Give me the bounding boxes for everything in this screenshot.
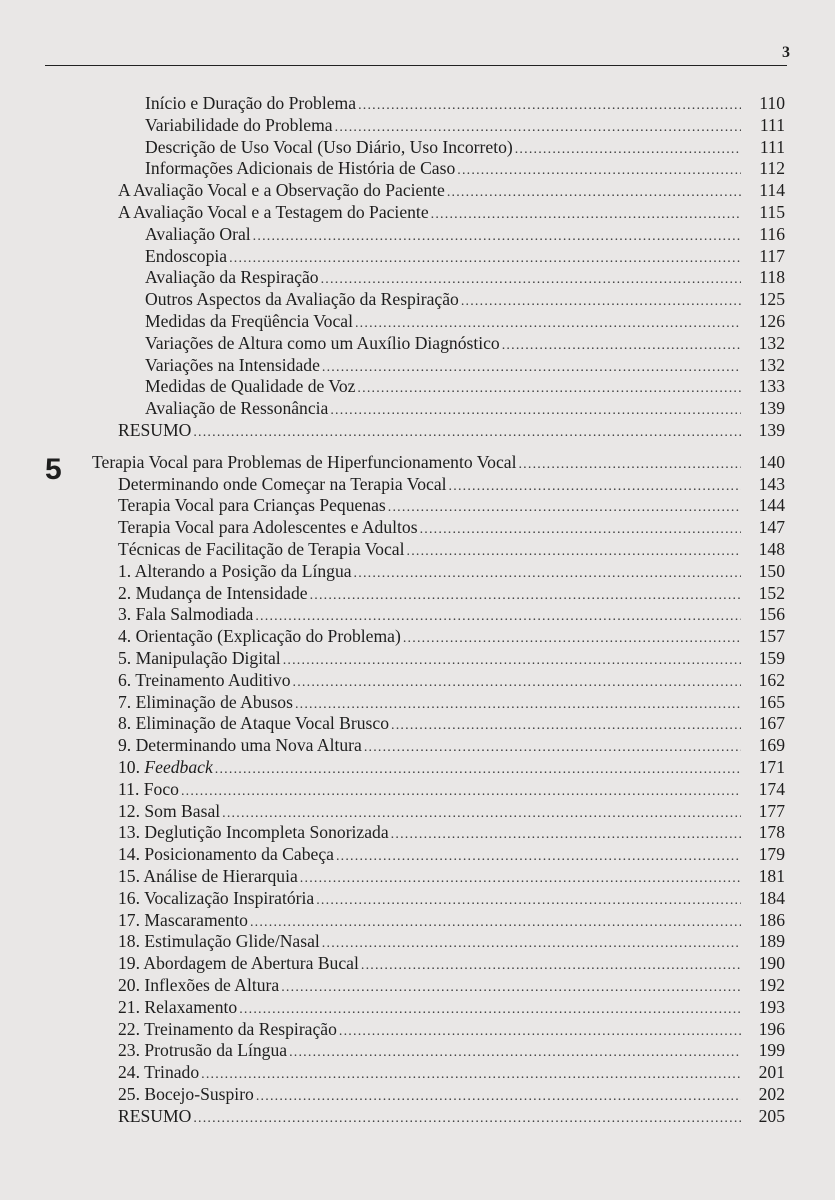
toc-entry <box>118 712 785 734</box>
toc-entry-page: 147 <box>758 517 785 538</box>
toc-entry <box>118 952 785 974</box>
toc-entry-page: 205 <box>758 1105 785 1126</box>
toc-entry <box>118 1061 785 1083</box>
toc-entry-title: 11. Foco <box>118 778 179 799</box>
toc-entry <box>118 1105 785 1127</box>
toc-entry-page: 196 <box>758 1018 785 1039</box>
toc-entry-page: 133 <box>758 376 785 397</box>
toc-entry <box>118 1018 785 1040</box>
toc-entry-title: 2. Mudança de Intensidade <box>118 582 308 603</box>
toc-entry-page: 162 <box>758 669 785 690</box>
toc-entry <box>118 800 785 822</box>
toc-entry <box>118 647 785 669</box>
toc-entry-title: 1. Alterando a Posição da Língua <box>118 560 352 581</box>
toc-entry-page: 132 <box>758 332 785 353</box>
toc-entry-title: Terapia Vocal para Crianças Pequenas <box>118 495 386 516</box>
toc-entry <box>118 603 785 625</box>
toc-entry <box>145 310 785 332</box>
toc-entry-title: Medidas da Freqüência Vocal <box>145 311 353 331</box>
toc-entry-page: 111 <box>759 114 785 135</box>
toc-entry <box>118 996 785 1018</box>
toc-entry-page: 114 <box>759 180 785 201</box>
header-rule <box>45 65 787 66</box>
toc-entry-page: 148 <box>758 539 785 559</box>
toc-entry-page: 190 <box>758 953 785 974</box>
toc-entry <box>118 1039 785 1061</box>
toc-entry-title: Endoscopia <box>145 245 228 266</box>
toc-entry-title: Descrição de Uso Vocal (Uso Diário, Uso Incorreto) <box>145 136 513 157</box>
toc-entry-title: Variações na Intensidade <box>145 354 320 375</box>
toc-entry-title: 23. Protrusão da Língua <box>118 1040 288 1061</box>
toc-entry <box>118 473 785 495</box>
toc-entry-page: 115 <box>759 202 785 222</box>
toc-entry-title: RESUMO <box>118 420 192 440</box>
toc-entry-page: 110 <box>759 93 785 113</box>
toc-entry-title: 5. Manipulação Digital <box>118 648 281 668</box>
toc-entry-page: 118 <box>759 267 785 288</box>
toc-entry-page: 112 <box>759 158 785 179</box>
toc-entry <box>118 582 785 604</box>
toc-entry <box>145 223 785 245</box>
toc-entry <box>145 288 785 310</box>
toc-entry <box>118 538 785 560</box>
toc-entry-page: 159 <box>758 648 785 668</box>
toc-entry <box>118 843 785 865</box>
toc-entry-page: 152 <box>758 582 785 603</box>
toc-entry <box>118 821 785 843</box>
toc-entry-page: 202 <box>758 1084 785 1104</box>
toc-entry-page: 165 <box>758 691 785 712</box>
toc-entry <box>145 354 785 376</box>
toc-entry <box>118 1083 785 1105</box>
toc-entry-page: 201 <box>758 1062 785 1083</box>
toc-entry-title: Medidas de Qualidade de Voz <box>145 376 356 397</box>
toc-entry-title: Variabilidade do Problema <box>145 114 333 135</box>
toc-entry-page: 126 <box>758 311 785 331</box>
toc-entry-page: 132 <box>758 354 785 375</box>
toc-entry <box>145 375 785 397</box>
toc-entry-page: 184 <box>758 887 785 908</box>
toc-entry-page: 144 <box>758 495 785 516</box>
toc-entry <box>145 245 785 267</box>
toc-entry-title: Avaliação Oral <box>145 223 251 244</box>
toc-entry-title: Avaliação de Ressonância <box>145 398 329 419</box>
toc-entry-page: 156 <box>758 604 785 625</box>
page-number: 3 <box>782 44 790 61</box>
toc-entry-title: 13. Deglutição Incompleta Sonorizada <box>118 822 389 843</box>
toc-entry-title: 19. Abordagem de Abertura Bucal <box>118 953 359 974</box>
toc-entry <box>145 397 785 419</box>
toc-entry-title: 8. Eliminação de Ataque Vocal Brusco <box>118 713 390 734</box>
toc-entry-title: 21. Relaxamento <box>118 996 238 1017</box>
toc-entry-title: 20. Inflexões de Altura <box>118 975 280 995</box>
toc-entry-title: 4. Orientação (Explicação do Problema) <box>118 626 401 647</box>
toc-entry <box>118 691 785 713</box>
toc-entry-title: 7. Eliminação de Abusos <box>118 691 293 712</box>
toc-entry <box>118 625 785 647</box>
toc-entry <box>145 266 785 288</box>
toc-entry-title: RESUMO <box>118 1105 192 1126</box>
toc-entry <box>118 778 785 800</box>
toc-entry <box>118 909 785 931</box>
toc-entry-title: 22. Treinamento da Respiração <box>118 1018 337 1039</box>
toc-entry <box>145 157 785 179</box>
toc-entry <box>118 756 785 778</box>
toc-entry-title: A Avaliação Vocal e a Observação do Paciente <box>118 180 445 201</box>
toc-entry <box>118 734 785 756</box>
toc-entry-page: 143 <box>758 473 785 494</box>
toc-entry-page: 192 <box>758 975 785 995</box>
toc-entry-page: 139 <box>758 420 785 440</box>
toc-entry-page: 186 <box>758 909 785 930</box>
toc-entry-page: 189 <box>758 931 785 952</box>
toc-entry <box>145 136 785 158</box>
toc-entry-title: 10. Feedback <box>118 757 213 777</box>
toc-entry-page: 157 <box>758 626 785 647</box>
toc-entry <box>118 865 785 887</box>
toc-entry <box>118 494 785 516</box>
toc-entry-title: 16. Vocalização Inspiratória <box>118 887 315 908</box>
toc-entry <box>118 201 785 223</box>
toc-entry-title: 18. Estimulação Glide/Nasal <box>118 931 320 952</box>
toc-entry-page: 117 <box>759 245 785 266</box>
toc-entry-page: 139 <box>758 398 785 419</box>
toc-entry <box>118 516 785 538</box>
toc-entry-page: 111 <box>759 136 785 157</box>
toc-entry <box>92 451 785 473</box>
toc-entry-title: Determinando onde Começar na Terapia Vocal <box>118 473 447 494</box>
toc-entry-title: 3. Fala Salmodiada <box>118 604 254 625</box>
toc-entry-title: Outros Aspectos da Avaliação da Respiração <box>145 289 459 310</box>
toc-entry-page: 177 <box>758 800 785 821</box>
toc-entry-title: Informações Adicionais de História de Caso <box>145 158 456 179</box>
toc-entry-page: 171 <box>758 757 785 777</box>
toc-entry-title: 24. Trinado <box>118 1062 200 1083</box>
toc-entry <box>145 92 785 114</box>
toc-entry <box>118 669 785 691</box>
toc-entry-title: 25. Bocejo-Suspiro <box>118 1084 254 1104</box>
toc-entry-title: 15. Análise de Hierarquia <box>118 866 298 886</box>
toc-entry-page: 150 <box>758 560 785 581</box>
toc-entry-page: 179 <box>758 844 785 865</box>
toc-entry-page: 125 <box>758 289 785 310</box>
toc-entry-title: 14. Posicionamento da Cabeça <box>118 844 334 865</box>
toc-entry-title: A Avaliação Vocal e a Testagem do Paciente <box>118 202 429 222</box>
toc-entry-title: Técnicas de Facilitação de Terapia Vocal <box>118 539 405 559</box>
toc-entry-title: Início e Duração do Problema <box>145 93 357 113</box>
toc-entry-title: Avaliação da Respiração <box>145 267 319 288</box>
toc-entry <box>145 332 785 354</box>
toc-entry-page: 193 <box>758 996 785 1017</box>
dot-leader <box>193 1108 741 1130</box>
toc-entry <box>118 560 785 582</box>
toc-entry-title: 6. Treinamento Auditivo <box>118 669 291 690</box>
toc-entry-page: 174 <box>758 778 785 799</box>
toc-entry-page: 199 <box>758 1040 785 1061</box>
toc-entry-page: 181 <box>758 866 785 886</box>
toc-entry <box>118 974 785 996</box>
toc-entry-page: 178 <box>758 822 785 843</box>
toc-entry-title: 17. Mascaramento <box>118 909 248 930</box>
toc-entry-page: 169 <box>758 735 785 756</box>
toc-entry <box>145 114 785 136</box>
toc-entry-page: 140 <box>758 451 785 472</box>
table-of-contents <box>0 92 835 1192</box>
toc-entry <box>118 887 785 909</box>
dot-leader <box>193 422 741 444</box>
toc-entry-title: 12. Som Basal <box>118 800 221 821</box>
toc-entry-title: Variações de Altura como um Auxílio Diagnóstico <box>145 332 500 353</box>
toc-entry-title: 9. Determinando uma Nova Altura <box>118 735 362 756</box>
chapter-number: 5 <box>45 453 62 486</box>
toc-entry-title: Terapia Vocal para Problemas de Hiperfuncionamento Vocal <box>92 451 517 472</box>
toc-entry-page: 167 <box>758 713 785 734</box>
toc-entry <box>118 930 785 952</box>
toc-entry-title: Terapia Vocal para Adolescentes e Adultos <box>118 517 418 538</box>
toc-entry <box>118 419 785 441</box>
toc-entry <box>118 179 785 201</box>
toc-entry-page: 116 <box>759 223 785 244</box>
